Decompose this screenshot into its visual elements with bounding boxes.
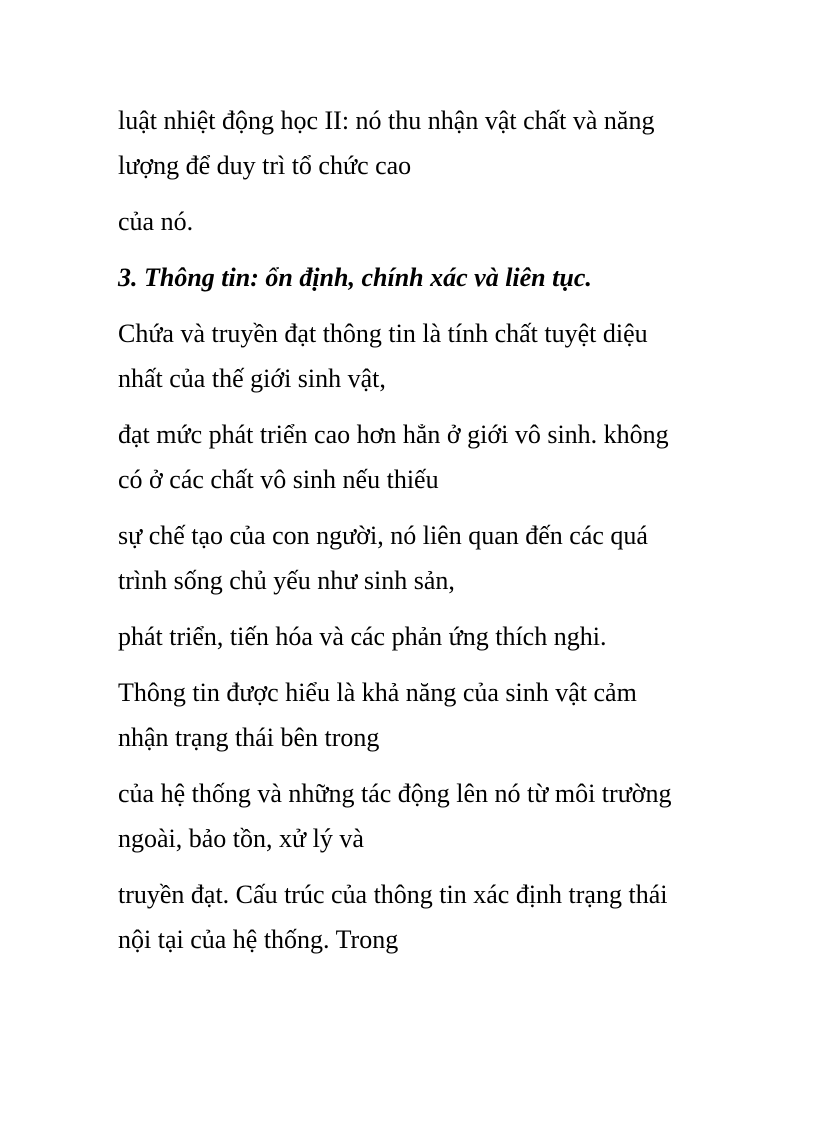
text-line: trình sống chủ yếu như sinh sản, <box>118 566 455 595</box>
section-heading <box>118 255 718 300</box>
text-line: lượng để duy trì tổ chức cao <box>118 151 412 180</box>
document-page <box>118 98 718 973</box>
paragraph <box>118 412 718 502</box>
paragraph <box>118 670 718 760</box>
text-line: Chứa và truyền đạt thông tin là tính chất tuyệt diệu <box>118 319 648 348</box>
text-line: truyền đạt. Cấu trúc của thông tin xác định trạng thái <box>118 880 668 909</box>
text-line: Thông tin được hiểu là khả năng của sinh vật cảm <box>118 678 637 707</box>
paragraph <box>118 872 718 962</box>
text-line: của hệ thống và những tác động lên nó từ môi trường <box>118 779 672 808</box>
text-line: nhất của thế giới sinh vật, <box>118 364 386 393</box>
text-line: đạt mức phát triển cao hơn hẳn ở giới vô sinh. không <box>118 420 669 449</box>
heading-text: 3. Thông tin: ổn định, chính xác và liên tục. <box>118 263 592 292</box>
text-line: phát triển, tiến hóa và các phản ứng thích nghi. <box>118 622 607 651</box>
paragraph <box>118 771 718 861</box>
text-line: nội tại của hệ thống. Trong <box>118 925 399 954</box>
text-line: nhận trạng thái bên trong <box>118 723 380 752</box>
text-line: của nó. <box>118 207 194 236</box>
text-line: luật nhiệt động học II: nó thu nhận vật chất và năng <box>118 106 655 135</box>
paragraph <box>118 199 718 244</box>
paragraph <box>118 513 718 603</box>
text-line: sự chế tạo của con người, nó liên quan đến các quá <box>118 521 648 550</box>
paragraph <box>118 311 718 401</box>
text-line: có ở các chất vô sinh nếu thiếu <box>118 465 439 494</box>
paragraph <box>118 98 718 188</box>
text-line: ngoài, bảo tồn, xử lý và <box>118 824 364 853</box>
paragraph <box>118 614 718 659</box>
